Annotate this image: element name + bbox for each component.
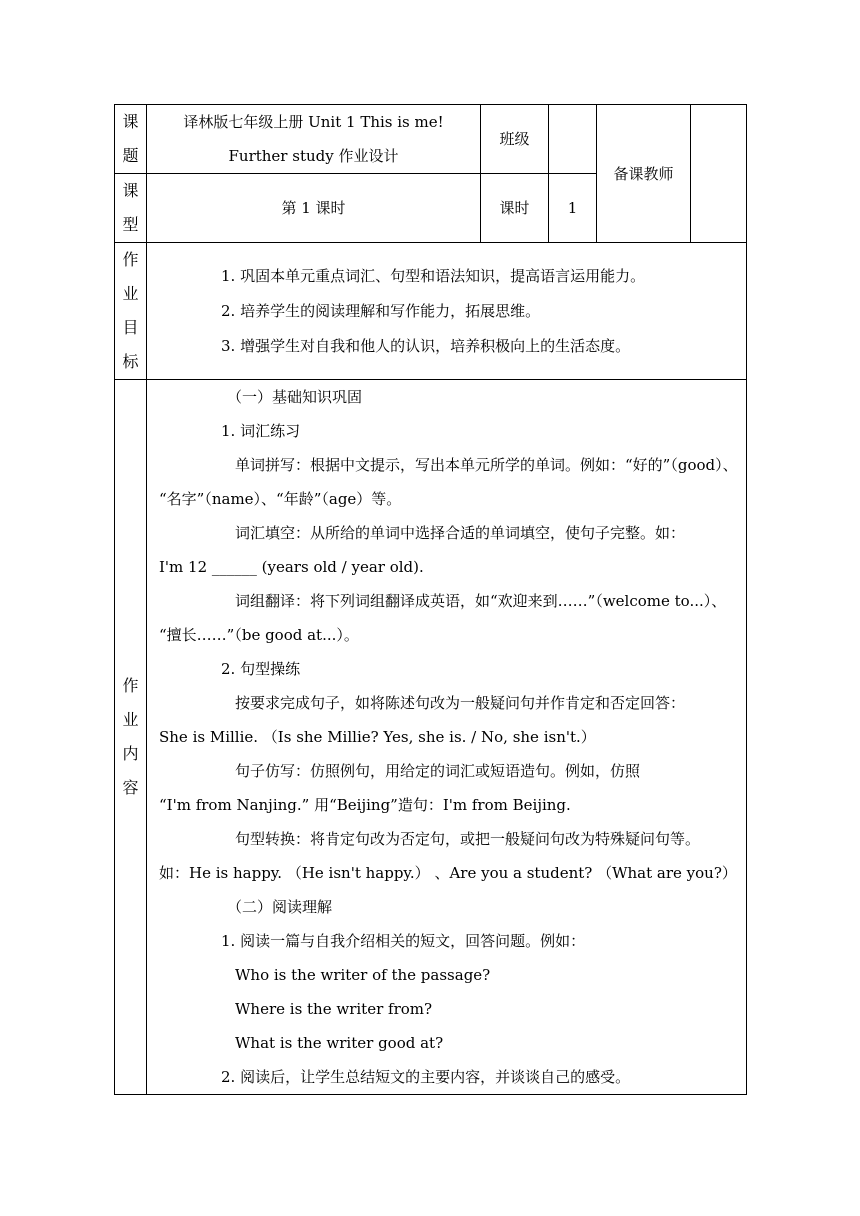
subsection-heading: 1. 词汇练习 (221, 422, 301, 440)
subsection-heading: 2. 句型操练 (221, 660, 301, 678)
lesson-cell: 第 1 课时 (147, 174, 481, 243)
content-line: I'm 12 ______ (years old / year old). (159, 558, 424, 576)
content-line: What is the writer good at? (235, 1034, 444, 1052)
goals-label: 作 业 目 标 (115, 243, 147, 380)
homework-design-table (114, 104, 747, 1095)
content-line: “I'm from Nanjing.” 用“Beijing”造句：I'm from Beijing. (159, 796, 571, 814)
class-label: 班级 (481, 105, 549, 174)
content-line: 如：He is happy. （He isn't happy.） 、Are you a student? （What are you?） (159, 864, 737, 882)
period-value: 1 (549, 174, 597, 243)
title-line-1: 译林版七年级上册 Unit 1 This is me! (183, 113, 444, 131)
content-label: 作 业 内 容 (115, 380, 147, 1095)
goal-item: 2. 培养学生的阅读理解和写作能力，拓展思维。 (221, 301, 541, 320)
subsection-heading: 2. 阅读后，让学生总结短文的主要内容，并谈谈自己的感受。 (221, 1068, 631, 1086)
content-line: 句型转换：将肯定句改为否定句，或把一般疑问句改为特殊疑问句等。 (235, 830, 701, 848)
content-line: 单词拼写：根据中文提示，写出本单元所学的单词。例如：“好的”（good）、 (235, 456, 738, 474)
content-line: Who is the writer of the passage? (235, 966, 491, 984)
content-line: “擅长……”（be good at...）。 (159, 626, 359, 644)
period-label: 课时 (481, 174, 549, 243)
content-line: 句子仿写：仿照例句，用给定的词汇或短语造句。例如，仿照 (235, 762, 641, 780)
topic-label: 课 题 (115, 105, 147, 174)
class-value (549, 105, 597, 174)
content-line: Where is the writer from? (235, 1000, 433, 1018)
section-heading: （二）阅读理解 (227, 898, 333, 916)
type-label: 课 型 (115, 174, 147, 243)
content-cell (147, 380, 747, 1095)
content-line: “名字”（name）、“年龄”（age）等。 (159, 490, 402, 508)
teacher-value (691, 105, 747, 243)
title-cell (147, 105, 481, 174)
teacher-label: 备课教师 (597, 105, 691, 243)
section-heading: （一）基础知识巩固 (227, 388, 363, 406)
content-line: 词组翻译：将下列词组翻译成英语，如“欢迎来到……”（welcome to...）、 (235, 592, 727, 610)
content-line: She is Millie. （Is she Millie? Yes, she is. / No, she isn't.） (159, 728, 596, 746)
content-line: 按要求完成句子，如将陈述句改为一般疑问句并作肯定和否定回答： (235, 694, 686, 712)
subsection-heading: 1. 阅读一篇与自我介绍相关的短文，回答问题。例如： (221, 932, 586, 950)
content-line: 词汇填空：从所给的单词中选择合适的单词填空，使句子完整。如： (235, 524, 686, 542)
goals-cell (147, 243, 747, 380)
goal-item: 3. 增强学生对自我和他人的认识，培养积极向上的生活态度。 (221, 336, 631, 355)
title-line-2: Further study 作业设计 (228, 147, 399, 165)
goal-item: 1. 巩固本单元重点词汇、句型和语法知识，提高语言运用能力。 (221, 266, 646, 285)
